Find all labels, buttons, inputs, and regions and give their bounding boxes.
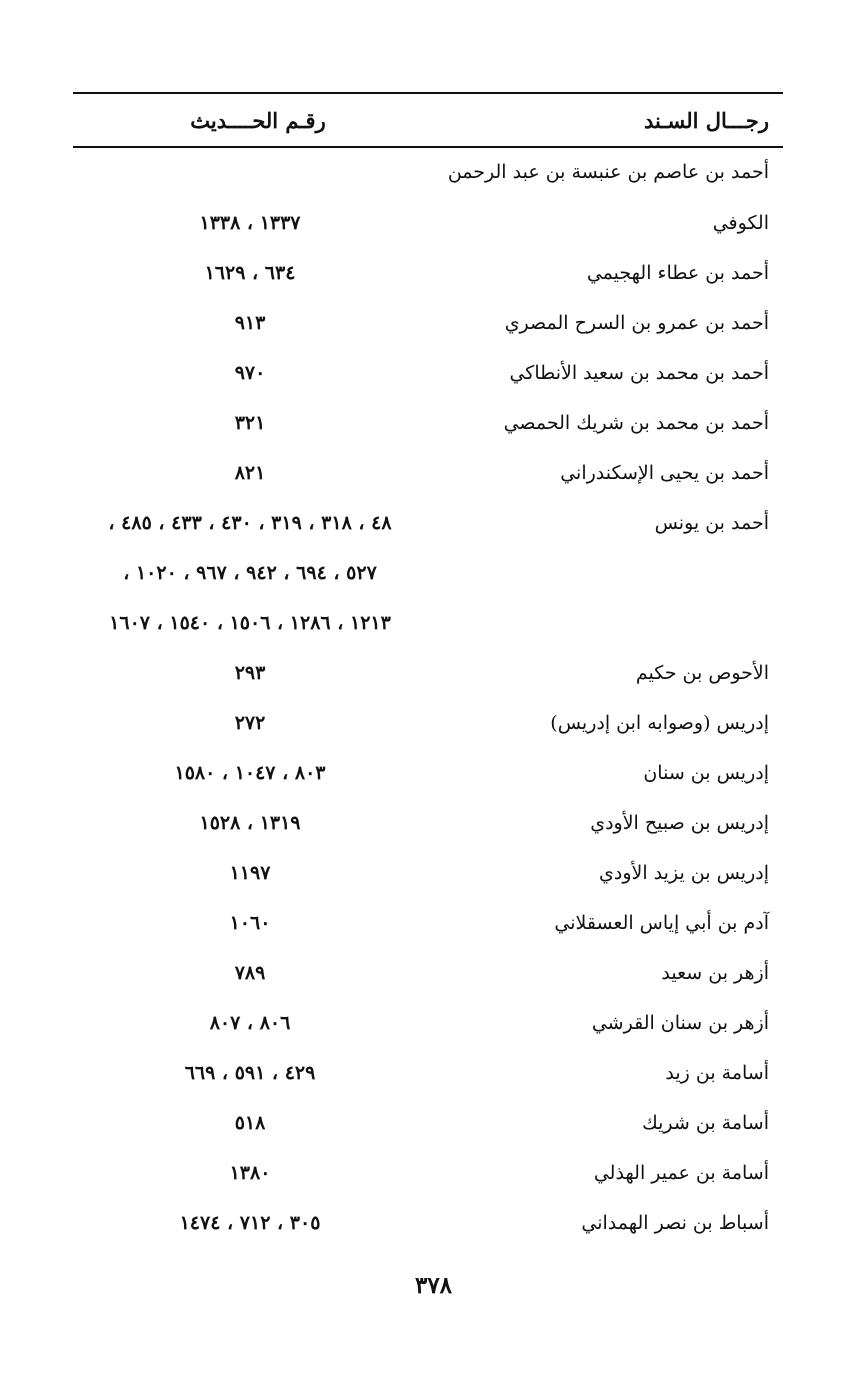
hadith-numbers — [73, 1048, 413, 1098]
hadith-numbers — [73, 498, 413, 648]
narrator-name: أزهر بن سعيد — [661, 962, 769, 984]
narrator-row — [73, 298, 783, 348]
narrator-name: إدريس بن سنان — [643, 762, 769, 784]
hadith-number-line: ٨٠٦ ، ٨٠٧ — [209, 1012, 291, 1034]
narrator-row — [73, 448, 783, 498]
narrator-name: أحمد بن عاصم بن عنبسة بن عبد الرحمن — [447, 161, 769, 183]
hadith-numbers — [73, 298, 413, 348]
hadith-numbers — [73, 698, 413, 748]
hadith-numbers — [73, 648, 413, 698]
hadith-number-line: ١٠٦٠ — [229, 912, 271, 934]
hadith-numbers — [73, 198, 413, 248]
narrator-list — [73, 148, 783, 1248]
hadith-number-line: ١٢١٣ ، ١٢٨٦ ، ١٥٠٦ ، ١٥٤٠ ، ١٦٠٧ — [109, 612, 391, 634]
narrator-name: الكوفي — [712, 212, 769, 234]
hadith-number-line: ٧٨٩ — [234, 962, 266, 984]
hadith-numbers — [73, 998, 413, 1048]
hadith-number-line: ٨٠٣ ، ١٠٤٧ ، ١٥٨٠ — [174, 762, 326, 784]
table-header — [73, 94, 783, 146]
narrator-name: إدريس بن يزيد الأودي — [599, 862, 769, 884]
narrator-name: أسامة بن شريك — [642, 1112, 769, 1134]
hadith-numbers — [73, 948, 413, 998]
narrator-name: أزهر بن سنان القرشي — [591, 1012, 769, 1034]
narrator-row — [73, 198, 783, 248]
hadith-numbers — [73, 1198, 413, 1248]
narrator-row — [73, 698, 783, 748]
narrator-row — [73, 498, 783, 648]
header-narrators: رجـــال السـند — [643, 107, 769, 133]
narrator-name: إدريس بن صبيح الأودي — [590, 812, 769, 834]
narrator-name: أسباط بن نصر الهمداني — [581, 1212, 769, 1234]
hadith-numbers — [73, 248, 413, 298]
hadith-numbers — [73, 748, 413, 798]
narrator-name: إدريس (وصوابه ابن إدريس) — [550, 712, 769, 734]
hadith-number-line: ٣٠٥ ، ٧١٢ ، ١٤٧٤ — [179, 1212, 321, 1234]
hadith-numbers — [73, 348, 413, 398]
hadith-number-line: ٥٢٧ ، ٦٩٤ ، ٩٤٢ ، ٩٦٧ ، ١٠٢٠ ، — [123, 562, 377, 584]
narrator-row — [73, 648, 783, 698]
narrator-row — [73, 1198, 783, 1248]
hadith-number-line: ١٣٨٠ — [229, 1162, 271, 1184]
hadith-number-line: ٢٧٢ — [234, 712, 266, 734]
narrator-name: الأحوص بن حكيم — [635, 662, 769, 684]
narrator-name: أحمد بن محمد بن شريك الحمصي — [503, 412, 769, 434]
narrator-row — [73, 248, 783, 298]
page-number: ٣٧٨ — [414, 1272, 453, 1299]
narrator-row — [73, 1098, 783, 1148]
narrator-name: أسامة بن عمير الهذلي — [593, 1162, 769, 1184]
narrator-row — [73, 1048, 783, 1098]
hadith-numbers — [73, 1148, 413, 1198]
hadith-numbers — [73, 448, 413, 498]
hadith-number-line: ١٣٣٧ ، ١٣٣٨ — [199, 212, 301, 234]
narrator-row — [73, 1148, 783, 1198]
hadith-numbers — [73, 398, 413, 448]
header-hadith-numbers: رقـم الحــــديث — [190, 107, 326, 133]
hadith-numbers — [73, 898, 413, 948]
hadith-number-line: ٣٢١ — [234, 412, 266, 434]
narrator-row — [73, 748, 783, 798]
narrator-name: أحمد بن محمد بن سعيد الأنطاكي — [509, 362, 769, 384]
hadith-number-line: ٢٩٣ — [234, 662, 266, 684]
hadith-number-line: ٥١٨ — [234, 1112, 266, 1134]
hadith-numbers — [73, 798, 413, 848]
narrator-name: أحمد بن عطاء الهجيمي — [586, 262, 769, 284]
narrator-row — [73, 398, 783, 448]
index-page — [73, 92, 783, 1248]
hadith-numbers — [73, 1098, 413, 1148]
hadith-number-line: ٤٢٩ ، ٥٩١ ، ٦٦٩ — [184, 1062, 316, 1084]
hadith-number-line: ٦٣٤ ، ١٦٢٩ — [204, 262, 296, 284]
hadith-numbers — [73, 848, 413, 898]
narrator-name: أحمد بن عمرو بن السرح المصري — [504, 312, 769, 334]
narrator-row — [73, 848, 783, 898]
narrator-row — [73, 948, 783, 998]
narrator-row — [73, 348, 783, 398]
hadith-number-line: ١٣١٩ ، ١٥٢٨ — [199, 812, 301, 834]
hadith-number-line: ٩٧٠ — [234, 362, 266, 384]
narrator-name: أحمد بن يحيى الإسكندراني — [560, 462, 769, 484]
narrator-row — [73, 898, 783, 948]
hadith-number-line: ٩١٣ — [234, 312, 266, 334]
narrator-row — [73, 798, 783, 848]
hadith-number-line: ٨٢١ — [234, 462, 266, 484]
narrator-name: أسامة بن زيد — [665, 1062, 769, 1084]
narrator-name: آدم بن أبي إياس العسقلاني — [554, 912, 769, 934]
narrator-name: أحمد بن يونس — [654, 512, 769, 534]
hadith-number-line: ٤٨ ، ٣١٨ ، ٣١٩ ، ٤٣٠ ، ٤٣٣ ، ٤٨٥ ، — [108, 512, 392, 534]
narrator-row — [73, 998, 783, 1048]
narrator-row — [73, 148, 783, 198]
hadith-number-line: ١١٩٧ — [229, 862, 271, 884]
